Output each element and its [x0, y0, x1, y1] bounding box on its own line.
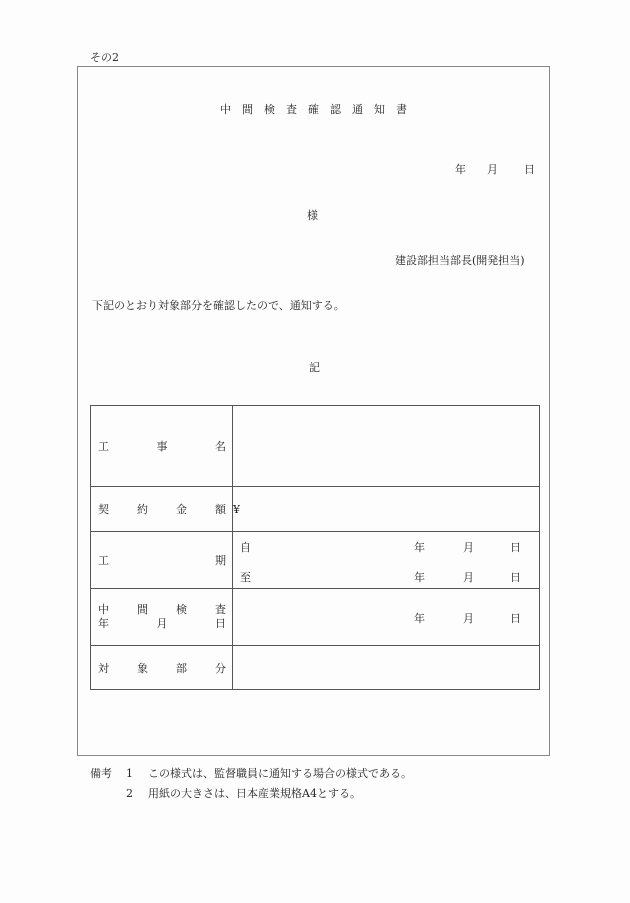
table-row-construction-name	[91, 406, 540, 487]
to-date: 年 月 日	[414, 571, 521, 584]
table-row-period	[91, 532, 540, 589]
notes-heading: 備考	[90, 767, 112, 780]
value-inspection-date[interactable]	[233, 589, 540, 646]
notes	[90, 764, 412, 804]
year-label: 年	[455, 163, 466, 176]
value-period[interactable]	[233, 532, 540, 589]
label-period: 工 期	[91, 532, 233, 589]
note-item: 備考 1 この様式は、監督職員に通知する場合の様式である。	[90, 764, 412, 784]
note-item: 2 用紙の大きさは、日本産業規格A4とする。	[126, 787, 361, 800]
value-contract-amount[interactable]: ¥	[233, 487, 540, 532]
body-text: 下記のとおり対象部分を確認したので、通知する。	[92, 299, 345, 312]
month-label: 月	[487, 163, 498, 176]
label-contract-amount: 契 約 金 額	[91, 487, 233, 532]
table-row-inspection-date	[91, 589, 540, 646]
document-title: 中間検査確認通知書	[220, 103, 418, 116]
ki-heading: 記	[309, 361, 320, 374]
value-target-part[interactable]	[233, 646, 540, 690]
recipient-suffix: 様	[307, 209, 318, 222]
issuer: 建設部担当部長(開発担当)	[395, 254, 525, 267]
value-construction-name[interactable]	[233, 406, 540, 487]
form-number: その2	[90, 51, 119, 64]
table-row-contract-amount	[91, 487, 540, 532]
table-row-target-part	[91, 646, 540, 690]
from-date: 年 月 日	[414, 541, 521, 554]
label-inspection-date: 中 間 検 査 年 月 日	[91, 589, 233, 646]
label-target-part: 対 象 部 分	[91, 646, 233, 690]
header-date	[455, 161, 535, 177]
label-construction-name: 工 事 名	[91, 406, 233, 487]
day-label: 日	[524, 163, 535, 176]
details-table	[90, 405, 540, 690]
inspection-date: 年 月 日	[414, 612, 521, 625]
to-label: 至	[240, 571, 251, 584]
from-label: 自	[240, 541, 251, 554]
